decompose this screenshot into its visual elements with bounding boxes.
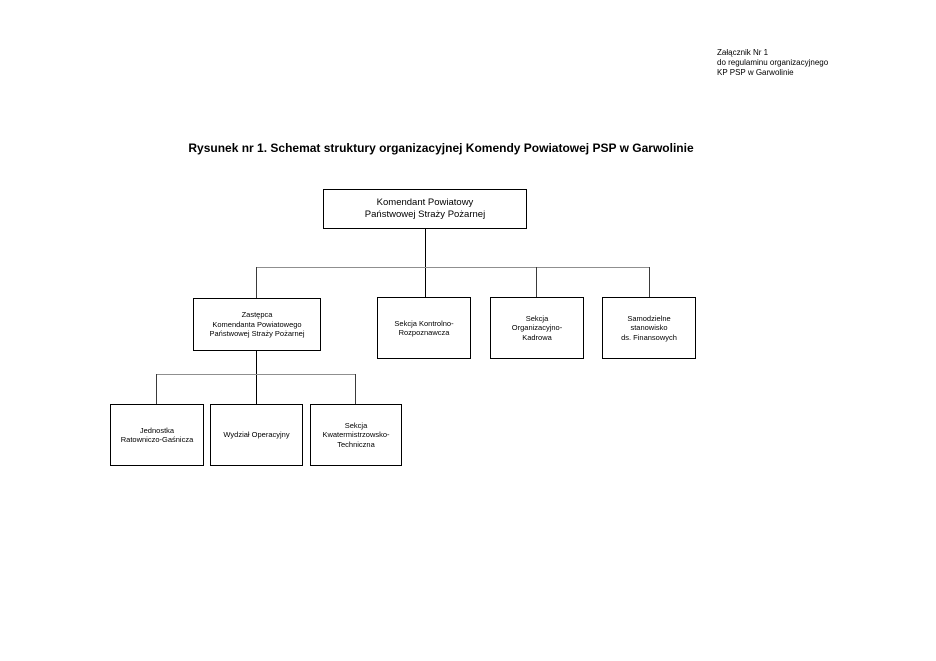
- figure-title: Rysunek nr 1. Schemat struktury organizacyjnej Komendy Powiatowej PSP w Garwolinie: [188, 141, 694, 155]
- connector-drop-zastepca: [256, 267, 257, 298]
- org-node-label-line: Kadrowa: [522, 332, 552, 342]
- connector-level2-horizontal: [256, 267, 650, 268]
- org-node-jednostka-ratowniczo-gasnicza: [110, 404, 204, 466]
- connector-komendant-stem: [425, 228, 426, 297]
- org-node-label-line: Zastępca: [241, 310, 273, 320]
- org-node-sekcja-kontrolno-rozpoznawcza: [377, 297, 471, 359]
- org-node-label-line: Kwatermistrzowsko-: [322, 430, 390, 440]
- org-node-samodzielne-stanowisko-finansowe: [602, 297, 696, 359]
- org-node-sekcja-organizacyjno-kadrowa: [490, 297, 584, 359]
- org-node-label-line: Komendant Powiatowy: [376, 197, 474, 208]
- attachment-note-line-3: KP PSP w Garwolinie: [717, 68, 794, 77]
- attachment-note: [717, 48, 828, 78]
- org-node-wydzial-operacyjny: [210, 404, 303, 466]
- org-node-label-line: Państwowej Straży Pożarnej: [209, 329, 305, 339]
- org-node-label-line: Komendanta Powiatowego: [212, 319, 302, 329]
- org-node-label-line: Samodzielne: [627, 313, 671, 323]
- org-node-label-line: Ratowniczo-Gaśnicza: [120, 435, 194, 444]
- connector-drop-finanse: [649, 267, 650, 297]
- attachment-note-line-1: Załącznik Nr 1: [717, 48, 769, 57]
- org-node-label-line: Techniczna: [337, 439, 375, 449]
- org-node-zastepca-komendanta: [193, 298, 321, 351]
- org-node-label-line: Sekcja: [344, 420, 368, 430]
- org-node-label-line: Sekcja Kontrolno-: [394, 318, 454, 328]
- org-node-label-line: stanowisko: [630, 323, 668, 333]
- connector-zastepca-stem: [256, 351, 257, 404]
- org-node-label-line: Jednostka: [139, 425, 175, 435]
- org-node-label-line: Państwowej Straży Pożarnej: [364, 209, 486, 220]
- org-node-label-line: ds. Finansowych: [621, 332, 677, 342]
- connector-level3-horizontal: [156, 374, 356, 375]
- attachment-note-line-2: do regulaminu organizacyjnego: [717, 58, 829, 67]
- connector-drop-jrg: [156, 374, 157, 404]
- org-node-sekcja-kwatermistrzowsko-techniczna: [310, 404, 402, 466]
- connector-drop-kwatermistrzowska: [355, 374, 356, 404]
- org-node-komendant-powiatowy: [323, 189, 527, 229]
- org-node-label-line: Sekcja: [525, 313, 549, 323]
- org-node-label-line: Organizacyjno-: [511, 323, 563, 333]
- org-node-label-line: Wydział Operacyjny: [223, 430, 290, 440]
- org-node-label-line: Rozpoznawcza: [398, 328, 450, 337]
- connector-drop-organizacyjna: [536, 267, 537, 297]
